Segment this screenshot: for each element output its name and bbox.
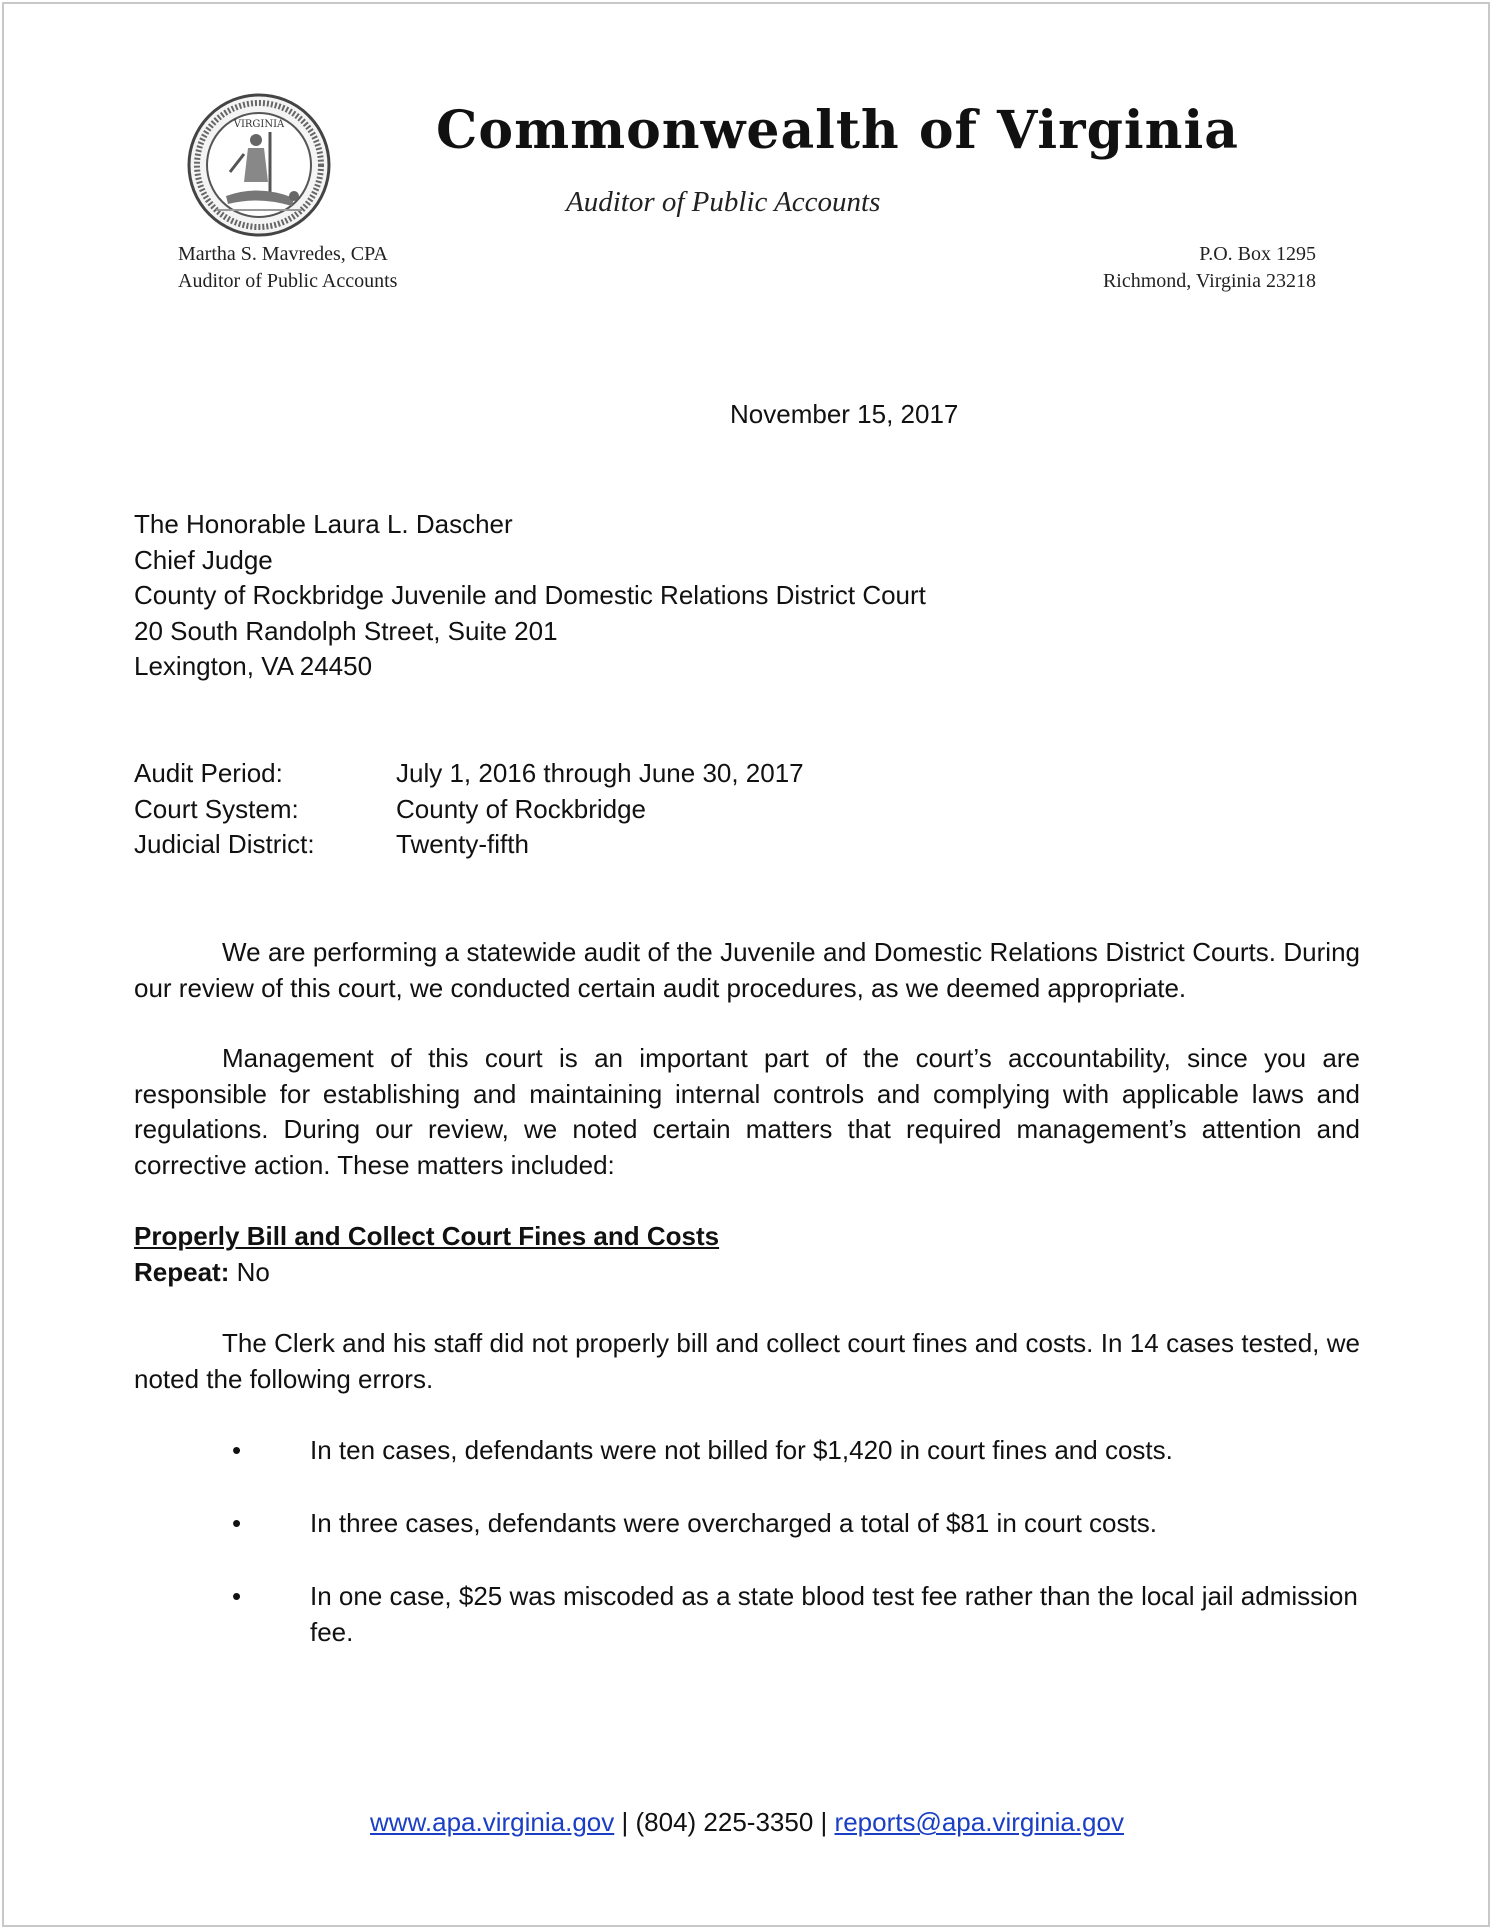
- audit-metadata: [134, 756, 1360, 863]
- paragraph-intro: We are performing a statewide audit of the Juvenile and Domestic Relations District Courts. During our review of this court, we conducted certain audit procedures, as we deemed appropriate.: [134, 937, 1360, 1003]
- meta-row-court-system: [134, 792, 1360, 828]
- meta-row-audit-period: [134, 756, 1360, 792]
- finding-repeat: [134, 1255, 1360, 1291]
- po-box: P.O. Box 1295: [1199, 243, 1316, 265]
- auditor-name: Martha S. Mavredes, CPA: [178, 243, 388, 265]
- seal-text: VIRGINIA: [233, 119, 285, 130]
- bullet-text: In three cases, defendants were overcharged a total of $81 in court costs.: [310, 1508, 1157, 1538]
- meta-label: Court System:: [134, 793, 299, 824]
- paragraph-management: Management of this court is an important part of the court’s accountability, since you are responsible for establishing and maintaining internal controls and complying with applicable laws and regulations. During our review, we noted certain matters that required management’s attention and corrective action. These matters included:: [134, 1043, 1360, 1180]
- bullet-icon: •: [232, 1508, 242, 1538]
- meta-value: July 1, 2016 through June 30, 2017: [396, 758, 804, 788]
- meta-value: County of Rockbridge: [396, 793, 647, 824]
- meta-label: Audit Period:: [134, 758, 283, 788]
- bullet-icon: •: [232, 1581, 242, 1611]
- letter-date: November 15, 2017: [730, 399, 959, 429]
- address-line: Lexington, VA 24450: [134, 651, 373, 681]
- footer-separator: |: [820, 1807, 828, 1837]
- letterhead-title: Commonwealth of Virginia: [436, 100, 1239, 161]
- meta-label: Judicial District:: [134, 829, 315, 859]
- footer: [0, 1807, 1494, 1838]
- footer-separator: |: [621, 1807, 629, 1837]
- meta-row-judicial-district: [134, 827, 1360, 863]
- list-item: [232, 1433, 1362, 1469]
- repeat-value: No: [236, 1257, 270, 1287]
- letterhead-address-block: [1103, 241, 1316, 295]
- address-line: County of Rockbridge Juvenile and Domestic Relations District Court: [134, 580, 926, 610]
- letterhead-auditor-block: [178, 241, 397, 295]
- website-link[interactable]: www.apa.virginia.gov: [370, 1807, 615, 1837]
- auditor-title: Auditor of Public Accounts: [178, 270, 398, 292]
- meta-value: Twenty-fifth: [396, 829, 529, 859]
- recipient-address: [134, 507, 1360, 685]
- bullet-icon: •: [232, 1435, 242, 1465]
- list-item: [232, 1506, 1362, 1542]
- address-line: Chief Judge: [134, 544, 273, 575]
- email-link[interactable]: reports@apa.virginia.gov: [834, 1807, 1124, 1837]
- footer-phone: (804) 225-3350: [635, 1807, 814, 1837]
- list-item: [232, 1579, 1362, 1650]
- finding-title: Properly Bill and Collect Court Fines and Costs: [134, 1221, 720, 1251]
- virginia-seal-icon: [186, 92, 332, 238]
- paragraph-finding-detail: The Clerk and his staff did not properly bill and collect court fines and costs. In 14 cases tested, we noted the following errors.: [134, 1328, 1360, 1394]
- city-state-zip: Richmond, Virginia 23218: [1102, 270, 1316, 292]
- address-line: 20 South Randolph Street, Suite 201: [134, 615, 558, 646]
- letterhead-subtitle: Auditor of Public Accounts: [566, 186, 881, 218]
- address-line: The Honorable Laura L. Dascher: [134, 509, 513, 539]
- bullet-text: In ten cases, defendants were not billed for $1,420 in court fines and costs.: [310, 1435, 1173, 1465]
- repeat-label: Repeat:: [134, 1257, 230, 1287]
- bullet-text: In one case, $25 was miscoded as a state blood test fee rather than the local jail admission fee.: [310, 1581, 1358, 1647]
